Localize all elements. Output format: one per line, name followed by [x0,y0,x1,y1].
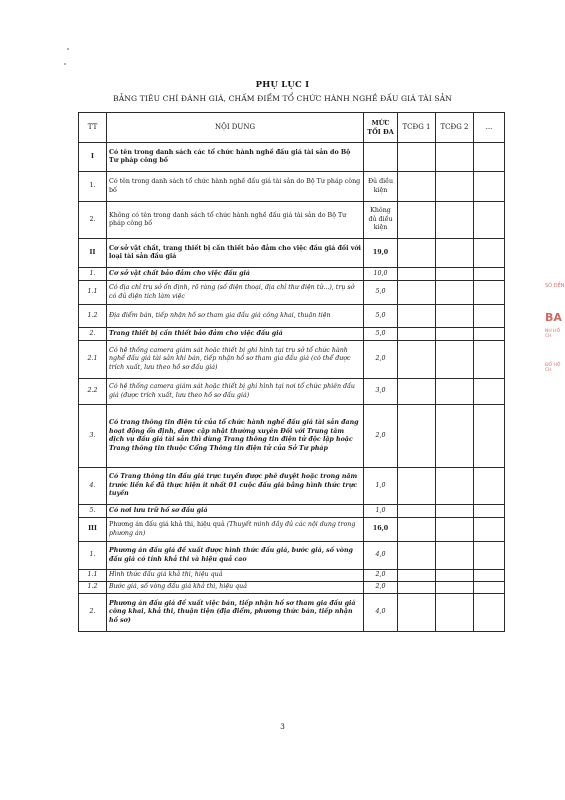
row-tcdg-2 [436,328,474,341]
row-tcdg-1 [398,281,436,305]
table-row [79,570,505,582]
side-stamp-line-1: SỐ ĐỀN [545,283,565,289]
page-subtitle: BẢNG TIÊU CHÍ ĐÁNH GIÁ, CHẤM ĐIỂM TỔ CHỨC HÀNH NGHỀ ĐẤU GIÁ TÀI SẢN [113,94,452,103]
row-number: 1. [79,268,107,281]
row-tcdg-2 [436,570,474,582]
row-tcdg-1 [398,518,436,542]
row-content-main: Phương án đấu giá khả thi, hiệu quả [109,521,225,528]
row-more [474,305,505,328]
row-max-score: 2,0 [364,341,398,379]
row-content [107,518,364,542]
criteria-table [78,112,505,632]
row-max-score: 5,0 [364,281,398,305]
row-content: Cơ sở vật chất, trang thiết bị cần thiết bảo đảm cho việc đấu giá đối với loại tài sản đấu giá [107,239,364,268]
table-row [79,505,505,518]
row-tcdg-2 [436,405,474,468]
row-max-score: Không đủ điều kiện [364,202,398,239]
row-more [474,570,505,582]
row-max-score: 4,0 [364,594,398,632]
row-content: Không có tên trong danh sách tổ chức hành nghề đấu giá tài sản do Bộ Tư pháp công bố [107,202,364,239]
row-number: 1. [79,172,107,202]
row-number: 1.2 [79,582,107,594]
header-tt: TT [79,113,107,143]
row-number: 2. [79,328,107,341]
table-row [79,202,505,239]
row-max-score: 2,0 [364,570,398,582]
row-tcdg-1 [398,305,436,328]
table-row [79,281,505,305]
table-row [79,328,505,341]
table-row [79,379,505,405]
row-more [474,405,505,468]
table-row [79,518,505,542]
row-max-score: 1,0 [364,468,398,505]
row-number: 1. [79,542,107,570]
row-tcdg-2 [436,582,474,594]
row-tcdg-2 [436,281,474,305]
row-tcdg-1 [398,143,436,172]
row-tcdg-1 [398,379,436,405]
row-more [474,518,505,542]
page-number: 3 [280,722,285,731]
table-row [79,305,505,328]
row-max-score: 5,0 [364,305,398,328]
side-stamp-line-3: NH HỒ CH [545,329,561,339]
row-content: Trang thiết bị cần thiết bảo đảm cho việc đấu giá [107,328,364,341]
row-number: 1.1 [79,570,107,582]
row-content: Có Trang thông tin đấu giá trực tuyến được phê duyệt hoặc trong năm trước liền kề đã thực hiện ít nhất 01 cuộc đấu giá bằng hình thức trực tuyến [107,468,364,505]
row-number: III [79,518,107,542]
row-tcdg-1 [398,542,436,570]
header-max-score: MỨC TỐI ĐA [364,113,398,143]
row-tcdg-1 [398,202,436,239]
row-tcdg-1 [398,341,436,379]
row-tcdg-2 [436,594,474,632]
row-tcdg-2 [436,172,474,202]
row-max-score: 2,0 [364,405,398,468]
row-tcdg-1 [398,468,436,505]
header-tcdg-1: TCĐG 1 [398,113,436,143]
table-row [79,172,505,202]
row-content: Có hệ thống camera giám sát hoặc thiết bị ghi hình tại trụ sở tổ chức hành nghề đấu giá tài sản khi bán, tiếp nhận hồ sơ tham gia đấu giá (có thể được trích xuất, lưu theo hồ sơ đấu giá) [107,341,364,379]
table-row [79,341,505,379]
row-more [474,542,505,570]
row-content: Phương án đấu giá đề xuất việc bán, tiếp nhận hồ sơ tham gia đấu giá công khai, khả thi, thuận tiện (địa điểm, phương thức bán, tiếp nhận hồ sơ) [107,594,364,632]
row-more [474,172,505,202]
row-more [474,281,505,305]
row-number: I [79,143,107,172]
table-row [79,542,505,570]
row-number: 2.2 [79,379,107,405]
row-max-score: 19,0 [364,239,398,268]
row-more [474,505,505,518]
row-tcdg-2 [436,505,474,518]
row-number: 1.1 [79,281,107,305]
row-content: Hình thức đấu giá khả thi, hiệu quả [107,570,364,582]
row-more [474,328,505,341]
row-tcdg-1 [398,328,436,341]
header-more: ... [474,113,505,143]
row-max-score: Đủ điều kiện [364,172,398,202]
row-tcdg-1 [398,172,436,202]
row-tcdg-2 [436,341,474,379]
header-content: NỘI DUNG [107,113,364,143]
row-more [474,594,505,632]
table-row [79,594,505,632]
row-number: 3. [79,405,107,468]
row-max-score: 10,0 [364,268,398,281]
row-tcdg-1 [398,582,436,594]
side-stamp-line-2: BA [545,311,562,324]
row-more [474,202,505,239]
row-content: Có tên trong danh sách các tổ chức hành nghề đấu giá tài sản do Bộ Tư pháp công bố [107,143,364,172]
table-row [79,268,505,281]
row-tcdg-1 [398,505,436,518]
row-more [474,143,505,172]
row-content: Cơ sở vật chất bảo đảm cho việc đấu giá [107,268,364,281]
side-stamp-line-4: ĐỐ HỒ CH [545,363,561,373]
row-tcdg-2 [436,239,474,268]
row-content: Có tên trong danh sách tổ chức hành nghề đấu giá tài sản do Bộ Tư pháp công bố [107,172,364,202]
row-number: 2. [79,594,107,632]
row-max-score: 2,0 [364,582,398,594]
table-row [79,468,505,505]
table-row [79,143,505,172]
row-max-score [364,143,398,172]
row-more [474,379,505,405]
row-max-score: 4,0 [364,542,398,570]
table-header-row [79,113,505,143]
row-number: 4. [79,468,107,505]
row-content: Có nơi lưu trữ hồ sơ đấu giá [107,505,364,518]
row-tcdg-1 [398,570,436,582]
row-content: Có địa chỉ trụ sở ổn định, rõ ràng (số điện thoại, địa chỉ thư điện tử...), trụ sở có đủ diện tích làm việc [107,281,364,305]
header-tcdg-2: TCĐG 2 [436,113,474,143]
row-tcdg-1 [398,268,436,281]
row-number: II [79,239,107,268]
row-max-score: 3,0 [364,379,398,405]
row-content: Địa điểm bán, tiếp nhận hồ sơ tham gia đấu giá công khai, thuận tiện [107,305,364,328]
row-more [474,582,505,594]
row-tcdg-2 [436,202,474,239]
row-tcdg-1 [398,405,436,468]
row-content: Phương án đấu giá đề xuất được hình thức đấu giá, bước giá, số vòng đấu giá có tính khả thi và hiệu quả cao [107,542,364,570]
row-tcdg-2 [436,518,474,542]
table-row [79,239,505,268]
row-max-score: 1,0 [364,505,398,518]
row-more [474,268,505,281]
row-content: Bước giá, số vòng đấu giá khả thi, hiệu quả [107,582,364,594]
table-row [79,582,505,594]
row-more [474,341,505,379]
page-title: PHỤ LỤC I [255,80,310,90]
row-more [474,468,505,505]
row-number: 2.1 [79,341,107,379]
row-content: Có hệ thống camera giám sát hoặc thiết bị ghi hình tại nơi tổ chức phiên đấu giá (được trích xuất, lưu theo hồ sơ đấu giá) [107,379,364,405]
row-tcdg-2 [436,268,474,281]
row-number: 2. [79,202,107,239]
row-more [474,239,505,268]
row-content-note: (Thuyết minh đầy đủ các nội dung trong phương án) [109,521,356,537]
row-number: 1.2 [79,305,107,328]
row-number: 5. [79,505,107,518]
row-tcdg-2 [436,379,474,405]
row-tcdg-2 [436,542,474,570]
row-max-score: 16,0 [364,518,398,542]
row-content: Có trang thông tin điện tử của tổ chức hành nghề đấu giá tài sản đang hoạt động ổn định, được cập nhật thường xuyên Đối với Trung tâm dịch vụ đấu giá tài sản thì dùng Trang thông tin điện tử độc lập hoặc Trang thông tin thuộc Cổng Thông tin điện tử của Sở Tư pháp [107,405,364,468]
row-tcdg-2 [436,305,474,328]
row-max-score: 5,0 [364,328,398,341]
row-tcdg-1 [398,594,436,632]
row-tcdg-2 [436,468,474,505]
row-tcdg-1 [398,239,436,268]
table-row [79,405,505,468]
row-tcdg-2 [436,143,474,172]
